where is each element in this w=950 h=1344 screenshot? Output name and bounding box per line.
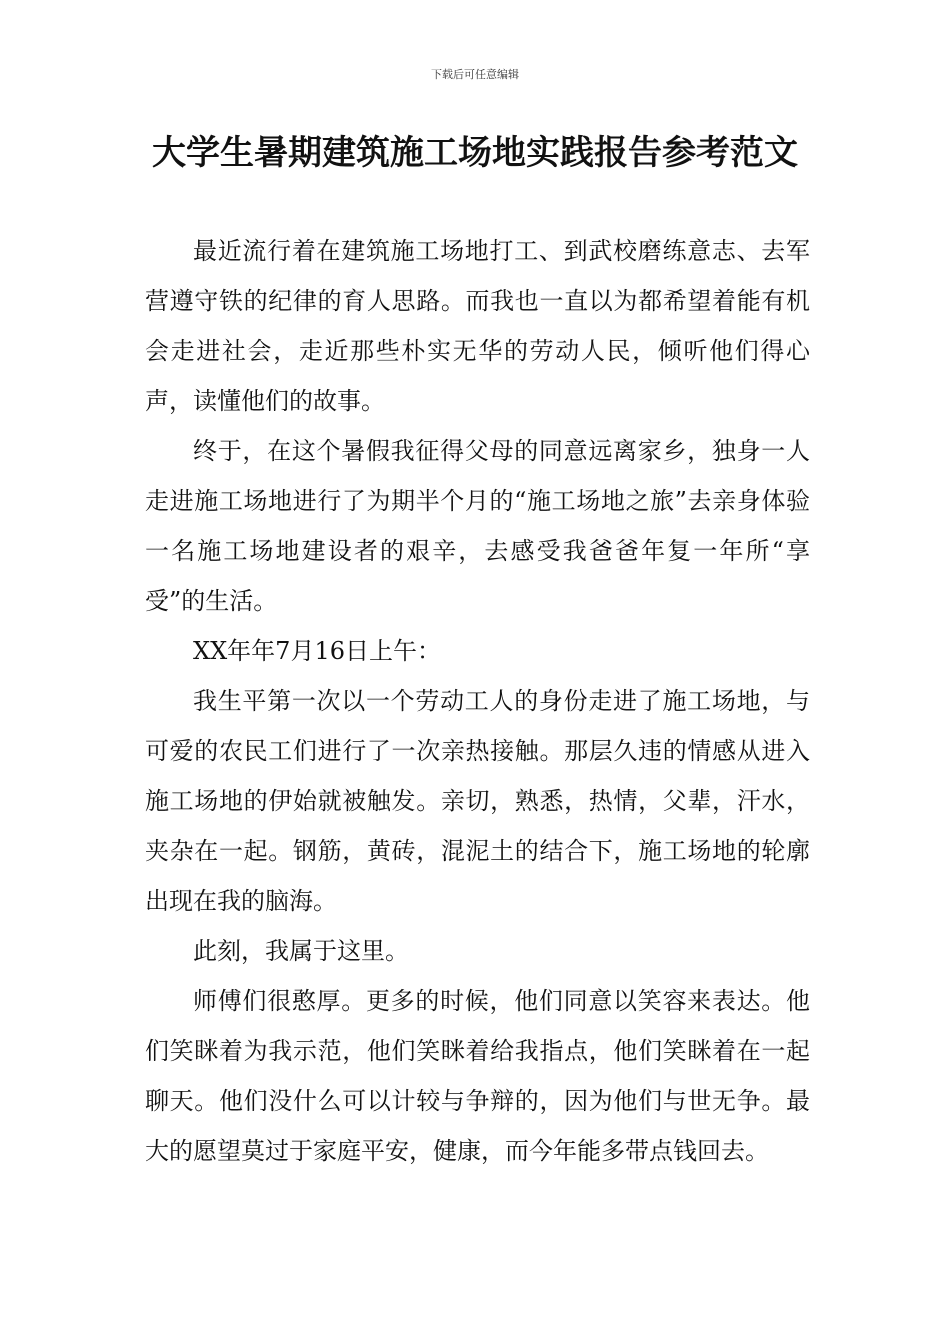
paragraph-first-day: 我生平第一次以一个劳动工人的身份走进了施工场地，与可爱的农民工们进行了一次亲热接触。那层久违的情感从进入施工场地的伊始就被触发。亲切，熟悉，热情，父辈，汗水，夹杂在一起。钢筋，黄砖，混泥土的结合下，施工场地的轮廓出现在我的脑海。 [145, 687, 810, 915]
paragraph-intro: 最近流行着在建筑施工场地打工、到武校磨练意志、去军营遵守铁的纪律的育人思路。而我也一直以为都希望着能有机会走进社会，走近那些朴实无华的劳动人民，倾听他们得心声，读懂他们的故事。 [145, 237, 810, 415]
document-body [145, 226, 810, 1176]
paragraph-date: XX年年7月16日上午： [193, 637, 441, 665]
paragraph-belong: 此刻，我属于这里。 [193, 937, 409, 965]
paragraph-journey: 终于，在这个暑假我征得父母的同意远离家乡，独身一人走进施工场地进行了为期半个月的“施工场地之旅”去亲身体验一名施工场地建设者的艰辛，去感受我爸爸年复一年所“享受”的生活。 [145, 437, 810, 615]
page-header-note: 下载后可任意编辑 [431, 68, 519, 81]
paragraph-masters: 师傅们很憨厚。更多的时候，他们同意以笑容来表达。他们笑眯着为我示范，他们笑眯着给我指点，他们笑眯着在一起聊天。他们没什么可以计较与争辩的，因为他们与世无争。最大的愿望莫过于家庭平安，健康，而今年能多带点钱回去。 [145, 987, 810, 1165]
document-title: 大学生暑期建筑施工场地实践报告参考范文 [152, 133, 798, 173]
